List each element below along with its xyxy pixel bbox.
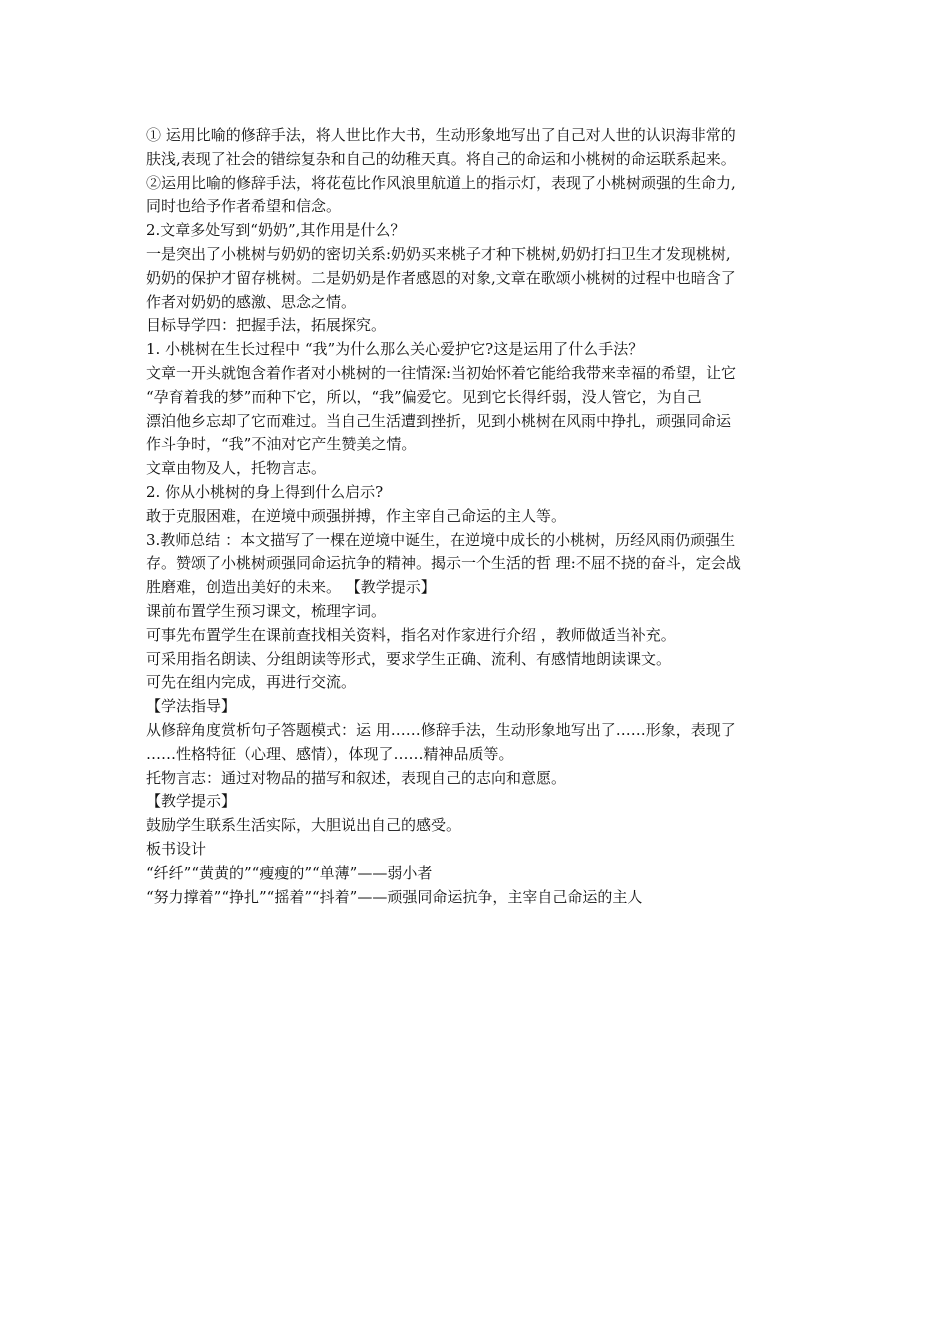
text-line: ……性格特征（心理、感情），体现了……精神品质等。 <box>146 744 514 763</box>
text-line: 托物言志：通过对物品的描写和叙述，表现自己的志向和意愿。 <box>146 768 567 787</box>
text-line: 作斗争时，“我”不油对它产生赞美之情。 <box>146 435 417 454</box>
text-line: ②运用比喻的修辞手法，将花苞比作风浪里航道上的指示灯，表现了小桃树顽强的生命力, <box>146 173 736 192</box>
text-line: “纤纤”“黄黄的”“瘦瘦的”“单薄”——弱小者 <box>146 863 433 882</box>
section-heading: 【学法指导】 <box>146 697 237 716</box>
text-line: 文章一开头就饱含着作者对小桃树的一往情深:当初始怀着它能给我带来幸福的希望，让它 <box>146 363 737 382</box>
text-line: 一是突出了小桃树与奶奶的密切关系:奶奶买来桃子才种下桃树,奶奶打扫卫生才发现桃树, <box>146 244 731 263</box>
text-line: 存。赞颂了小桃树顽强同命运抗争的精神。揭示一个生活的哲 理:不屈不挠的奋斗，定会战 <box>146 554 741 573</box>
text-line: 作者对奶奶的感激、思念之情。 <box>146 292 357 311</box>
text-line: 鼓励学生联系生活实际，大胆说出自己的感受。 <box>146 816 462 835</box>
question-heading: 2.文章多处写到“奶奶”,其作用是什么？ <box>146 221 406 240</box>
text-line: “孕育着我的梦”而种下它，所以，“我”偏爱它。见到它长得纤弱，没人管它，为自己 <box>146 387 702 406</box>
text-line: 3.教师总结 ：本文描写了一棵在逆境中诞生，在逆境中成长的小桃树，历经风雨仍顽强生 <box>146 530 736 549</box>
text-line: 可先在组内完成，再进行交流。 <box>146 673 357 692</box>
text-line: “努力撑着”“挣扎”“摇着”“抖着”——顽强同命运抗争，主宰自己命运的主人 <box>146 887 643 906</box>
text-line: 漂泊他乡忘却了它而难过。当自己生活遭到挫折，见到小桃树在风雨中挣扎，顽强同命运 <box>146 411 732 430</box>
text-line: 课前布置学生预习课文，梳理字词。 <box>146 601 387 620</box>
question-heading: 1. 小桃树在生长过程中 “我”为什么那么关心爱护它?这是运用了什么手法？ <box>146 340 644 359</box>
text-line: 胜磨难，创造出美好的未来。 【教学提示】 <box>146 578 436 597</box>
text-line: 可采用指名朗读、分组朗读等形式，要求学生正确、流利、有感情地朗读课文。 <box>146 649 672 668</box>
text-line: 敢于克服困难，在逆境中顽强拼搏，作主宰自己命运的主人等。 <box>146 506 567 525</box>
text-line: 同时也给予作者希望和信念。 <box>146 197 342 216</box>
section-heading: 【教学提示】 <box>146 792 237 811</box>
text-line: 肤浅,表现了社会的错综复杂和自己的幼稚天真。将自己的命运和小桃树的命运联系起来。 <box>146 149 736 168</box>
text-line: ① 运用比喻的修辞手法，将人世比作大书，生动形象地写出了自己对人世的认识海非常的 <box>146 126 736 144</box>
text-line: 文章由物及人，托物言志。 <box>146 459 327 478</box>
text-line: 从修辞角度赏析句子答题模式：运 用……修辞手法，生动形象地写出了……形象，表现了 <box>146 720 736 739</box>
section-heading: 板书设计 <box>146 839 207 858</box>
document-body <box>146 124 810 909</box>
question-heading: 2. 你从小桃树的身上得到什么启示? <box>146 482 384 501</box>
section-heading: 目标导学四：把握手法，拓展探究。 <box>146 316 387 335</box>
text-line: 可事先布置学生在课前查找相关资料，指名对作家进行介绍 ，教师做适当补充。 <box>146 625 676 644</box>
text-line: 奶奶的保护才留存桃树。二是奶奶是作者感恩的对象,文章在歌颂小桃树的过程中也暗含了 <box>146 268 736 287</box>
